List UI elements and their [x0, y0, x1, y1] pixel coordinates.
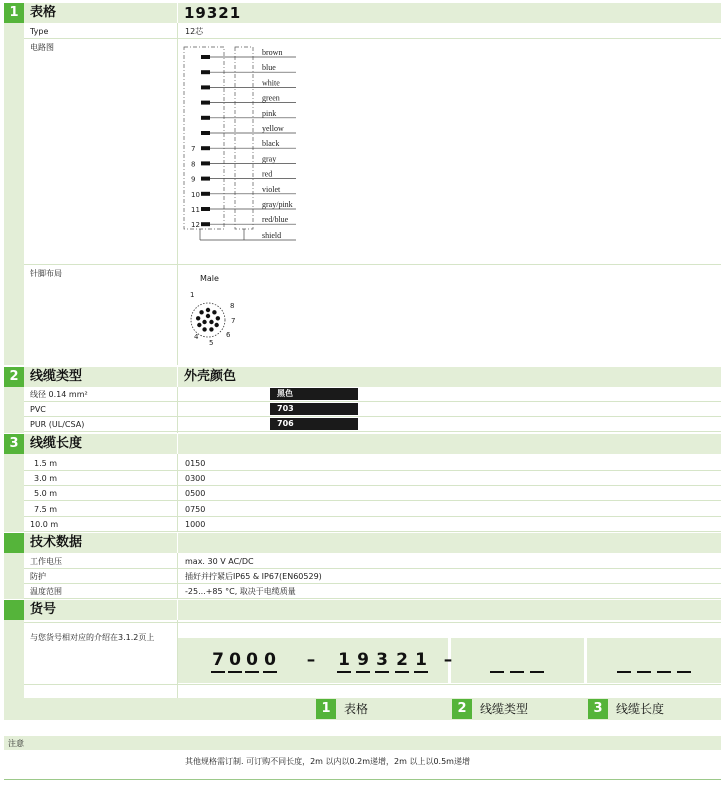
- cable-length-label: 10.0 m: [30, 519, 59, 529]
- cable-length-code: 0750: [185, 504, 206, 514]
- row-divider: [24, 568, 721, 569]
- cable-length-code: 1000: [185, 519, 206, 529]
- length-placeholder: [677, 671, 691, 673]
- length-placeholder: [637, 671, 651, 673]
- order-prefix-digit: 7: [212, 650, 224, 670]
- divider: [177, 533, 178, 553]
- column-divider: [177, 23, 178, 365]
- connector-face-diagram: [184, 286, 240, 348]
- circuit-label: 电路图: [30, 43, 54, 52]
- order-code-block-cable-type: [451, 638, 584, 683]
- digit-underline: [356, 671, 370, 673]
- order-note-label: 与您货号相对应的介绍在3.1.2页上: [30, 633, 155, 642]
- wire-color-label: red/blue: [262, 215, 289, 225]
- pin-contact: [201, 101, 210, 105]
- connector-pin: [202, 320, 206, 324]
- connector-pin: [197, 323, 201, 327]
- pin-contact: [201, 116, 210, 120]
- wire-color-label: yellow: [262, 124, 284, 133]
- shield-label: shield: [262, 231, 282, 240]
- section-title-spec: 表格: [30, 5, 57, 20]
- digit-underline: [263, 671, 277, 673]
- section-title-cable-type: 线缆类型: [30, 369, 83, 384]
- connector-pin: [202, 327, 206, 331]
- order-product-digit: 1: [415, 650, 427, 670]
- cable-length-label: 7.5 m: [34, 504, 58, 514]
- cable-length-label: 3.0 m: [34, 474, 58, 484]
- wire-color-label: green: [262, 93, 280, 103]
- left-strip: [4, 454, 24, 532]
- connector-pin-number: 7: [231, 317, 236, 325]
- connector-pin: [199, 310, 203, 314]
- pin-contact: [201, 85, 210, 89]
- section-number-2: 2: [4, 367, 24, 387]
- type-value: 12芯: [185, 27, 204, 36]
- order-dash-2: –: [443, 650, 453, 670]
- pin-contact: [201, 192, 210, 196]
- row-divider: [24, 516, 721, 517]
- pin-contact: [201, 222, 210, 226]
- pin-contact: [201, 131, 210, 135]
- divider: [177, 600, 178, 620]
- row-divider: [24, 485, 721, 486]
- section-cable-length-header: [4, 434, 721, 454]
- cable-type-row-label: 线径 0.14 mm²: [30, 390, 88, 399]
- wire-color-label: violet: [262, 184, 281, 194]
- row-divider: [24, 500, 721, 501]
- tech-row-value: -25...+85 °C, 取决于电缆质量: [185, 587, 296, 596]
- cable-length-code: 0150: [185, 459, 206, 468]
- tech-row-value: max. 30 V AC/DC: [185, 557, 254, 566]
- wire-color-label: blue: [262, 63, 276, 73]
- cable-type-code: 703: [270, 403, 358, 415]
- row-divider: [24, 401, 721, 402]
- wire-color-label: gray/pink: [262, 200, 293, 209]
- pin-layout-label: 针脚布局: [30, 269, 62, 278]
- section-number-1: 1: [4, 3, 24, 23]
- connector-pin-number: 8: [230, 302, 235, 310]
- wire-color-label: brown: [262, 48, 283, 57]
- pin-contact: [201, 55, 210, 59]
- connector-pin-number: 1: [190, 291, 195, 299]
- connector-pin: [212, 310, 216, 314]
- row-divider: [24, 684, 721, 685]
- connector-pin: [196, 316, 200, 320]
- cable-length-label: 1.5 m: [34, 459, 58, 468]
- pin-number: 9: [191, 175, 196, 184]
- row-divider: [24, 583, 721, 584]
- section-tech-header: [4, 533, 721, 553]
- connector-pin: [206, 314, 210, 318]
- section-marker: [4, 533, 24, 553]
- pin-number: 8: [191, 160, 196, 169]
- legend-number-1: 1: [316, 699, 336, 719]
- male-label: Male: [200, 274, 219, 283]
- order-product-digit: 2: [396, 650, 408, 670]
- row-divider: [24, 431, 721, 432]
- legend-label: 线缆长度: [616, 702, 665, 716]
- legend-number-3: 3: [588, 699, 608, 719]
- legend-label: 表格: [344, 702, 369, 716]
- pin-contact: [201, 161, 210, 165]
- digit-underline: [211, 671, 225, 673]
- order-product-digit: 3: [376, 650, 388, 670]
- cable-length-code: 0300: [185, 474, 206, 484]
- pin-contact: [201, 146, 210, 150]
- section-title-cable-length: 线缆长度: [30, 436, 83, 451]
- cable-length-code: 0500: [185, 489, 206, 499]
- left-strip: [4, 553, 24, 599]
- digit-underline: [414, 671, 428, 673]
- connector-pin-number: 6: [226, 331, 231, 339]
- product-code: 19321: [184, 4, 242, 22]
- order-product-digit: 9: [357, 650, 369, 670]
- order-dash-1: –: [306, 650, 316, 670]
- row-divider: [24, 416, 721, 417]
- bottom-line: [4, 779, 721, 780]
- pin-number: 10: [191, 190, 200, 199]
- connector-pin: [209, 327, 213, 331]
- section-cable-type-header: [4, 367, 721, 387]
- tech-row-value: 插好并拧紧后IP65 & IP67(EN60529): [185, 572, 322, 581]
- left-strip: [4, 387, 24, 433]
- left-strip: [4, 23, 24, 365]
- divider: [177, 434, 178, 454]
- column-divider: [177, 553, 178, 599]
- pin-contact: [201, 177, 210, 181]
- legend-label: 线缆类型: [480, 702, 529, 716]
- cable-type-row-label: PVC: [30, 405, 46, 414]
- order-prefix-digit: 0: [246, 650, 258, 670]
- cable-type-row-label: PUR (UL/CSA): [30, 420, 85, 429]
- row-divider: [24, 470, 721, 471]
- section-order-header: [4, 600, 721, 620]
- column-divider: [177, 454, 178, 532]
- order-code-block-length: [587, 638, 721, 683]
- wire-color-label: white: [262, 78, 280, 88]
- row-divider: [24, 264, 721, 265]
- digit-underline: [245, 671, 259, 673]
- length-placeholder: [657, 671, 671, 673]
- tech-row-label: 防护: [30, 572, 46, 581]
- order-product-digit: 1: [338, 650, 350, 670]
- legend-number-2: 2: [452, 699, 472, 719]
- connector-pin-number: 5: [209, 339, 214, 347]
- digit-underline: [375, 671, 389, 673]
- pin-number: 11: [191, 206, 200, 214]
- order-prefix-digit: 0: [229, 650, 241, 670]
- digit-underline: [395, 671, 409, 673]
- connector-housing-outline: [184, 47, 224, 229]
- cable-outline: [235, 47, 253, 229]
- circuit-wires: [184, 47, 296, 240]
- cable-type-placeholder: [490, 671, 504, 673]
- section-number-3: 3: [4, 434, 24, 454]
- connector-pin-number: 4: [194, 333, 199, 341]
- housing-color-title: 外壳颜色: [184, 369, 237, 384]
- wire-color-label: gray: [262, 154, 277, 164]
- cable-type-code: 706: [270, 418, 358, 430]
- divider: [177, 3, 178, 23]
- cable-type-code: 黑色: [270, 388, 358, 400]
- type-label: Type: [30, 27, 49, 36]
- row-divider: [24, 622, 721, 623]
- cable-type-placeholder: [530, 671, 544, 673]
- remarks-title: 注意: [8, 739, 24, 748]
- pin-number: 7: [191, 145, 196, 154]
- section-spec-header: [4, 3, 721, 23]
- section-title-tech: 技术数据: [30, 535, 83, 550]
- length-placeholder: [617, 671, 631, 673]
- tech-row-label: 工作电压: [30, 557, 62, 566]
- pin-contact: [201, 70, 210, 74]
- wire-color-label: black: [262, 139, 280, 149]
- digit-underline: [337, 671, 351, 673]
- connector-pin: [209, 320, 213, 324]
- section-title-order: 货号: [30, 602, 57, 617]
- remarks-header: [4, 736, 721, 750]
- wire-color-label: red: [262, 169, 273, 179]
- connector-pins: [190, 291, 235, 347]
- row-divider: [24, 531, 721, 532]
- cable-type-placeholder: [510, 671, 524, 673]
- remarks-text: 其他规格需订制. 可订购不同长度，2m 以内以0.2m递增，2m 以上以0.5m递增: [185, 757, 470, 766]
- cable-length-label: 5.0 m: [34, 489, 58, 499]
- connector-pin: [216, 316, 220, 320]
- connector-pin: [214, 323, 218, 327]
- row-divider: [24, 38, 721, 39]
- pin-contact: [201, 207, 210, 211]
- wire-color-label: pink: [262, 108, 277, 118]
- order-prefix-digit: 0: [264, 650, 276, 670]
- digit-underline: [228, 671, 242, 673]
- circuit-diagram: [180, 44, 310, 244]
- column-divider: [177, 387, 178, 433]
- row-divider: [24, 598, 721, 599]
- divider: [177, 367, 178, 387]
- connector-pin: [206, 308, 210, 312]
- section-marker: [4, 600, 24, 620]
- pin-number: 12: [191, 221, 200, 230]
- tech-row-label: 温度范围: [30, 587, 62, 596]
